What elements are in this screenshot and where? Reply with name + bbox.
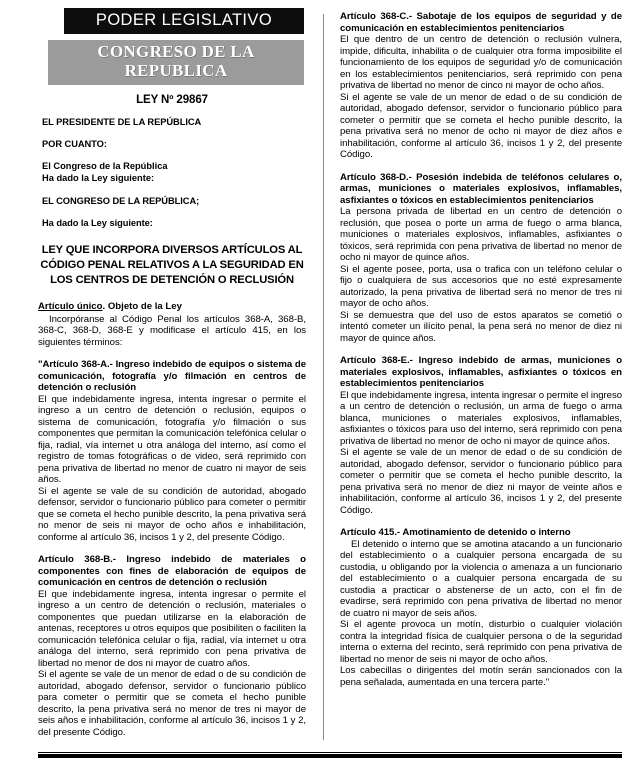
- law-number: LEY Nº 29867: [136, 93, 208, 106]
- ha-dado-line: Ha dado la Ley siguiente:: [42, 218, 153, 229]
- article-368-b-paragraph-1: El que indebidamente ingresa, intenta ingresar o permite el ingreso a un centro de detención o reclusión, materiales o componentes que puedan utilizarse en la elaboración de antenas, receptores u otros equipos que posibiliten o faciliten la comunicación telefónica celular o fija, radial, vía internet u otra análoga del interno, será reprimido con pena privativa de libertad no menor de dos ni mayor de cuatro años.: [38, 588, 306, 669]
- bottom-divider-rule: [38, 754, 622, 758]
- right-column: [338, 6, 622, 776]
- article-368-d-paragraph-1: La persona privada de libertad en un centro de detención o reclusión, que posea o porte un arma de fuego o arma blanca, municiones o materiales explosivos, inflamables, asfixiantes o tóxicos, será reprimida con pena privativa de libertad no menor de ocho ni mayor de quince años.: [340, 206, 622, 263]
- articulo-unico-body: Incorpóranse al Código Penal los artículos 368-A, 368-B, 368-C, 368-D, 368-E y modificase el artículo 415, en los siguientes términos:: [38, 313, 306, 348]
- page-title: LEY QUE INCORPORA DIVERSOS ARTÍCULOS AL CÓDIGO PENAL RELATIVOS A LA SEGURIDAD EN LOS CENTROS DE DETENCIÓN O RECLUSIÓN: [40, 244, 304, 287]
- article-heading-368-c: Artículo 368-C.- Sabotaje de los equipos de seguridad y de comunicación en establecimientos penitenciarios: [340, 11, 622, 34]
- article-415-paragraph-3: Los cabecillas o dirigentes del motín serán sancionados con la pena señalada, aumentada en una tercera parte.": [340, 665, 622, 688]
- por-cuanto-line: POR CUANTO:: [42, 138, 107, 149]
- poder-legislativo-banner: PODER LEGISLATIVO: [64, 8, 304, 34]
- article-368-a-paragraph-1: El que indebidamente ingresa, intenta ingresar o permite el ingreso a un centro de detención o reclusión, equipos o sistema de comunicación, fotografía y/o filmación o sus componentes que permitan la comunicación telefónica celular o fija, radial, vía internet u otra análoga del interno, así como el registro de tomas fotográficas o de video, será reprimido con pena privativa de libertad no menor de cuatro ni mayor de seis años.: [38, 393, 306, 486]
- article-368-d-paragraph-2: Si el agente posee, porta, usa o trafica con un teléfono celular o fijo o cualquiera de sus accesorios que no esté expresamente autorizado, la pena privativa de libertad será no menor de tres ni mayor de ocho años.: [340, 263, 622, 309]
- article-368-b-paragraph-2: Si el agente se vale de un menor de edad o de su condición de autoridad, abogado defensor, servidor o funcionario público para cometer o permitir que se cometa el hecho punible descrito, la pena privativa será no menor de tres ni mayor de seis años e inhabilitación, conforme al artículo 36, incisos 1 y 2, del presente Código.: [38, 669, 306, 738]
- articulo-unico-subject: . Objeto de la Ley: [102, 301, 182, 313]
- article-415-paragraph-2: Si el agente provoca un motín, disturbio o cualquier violación contra la integridad física de cualquier persona o de la seguridad interna o externa del recinto, será reprimido con pena privativa de libertad no menor de seis ni mayor de ocho años.: [340, 619, 622, 665]
- article-368-a-paragraph-2: Si el agente se vale de su condición de autoridad, abogado defensor, servidor o funcionario público para cometer o permitir que se cometa el hecho punible descrito, la pena privativa será no menor de seis ni mayor de ocho años e inhabilitación, conforme al artículo 36, incisos 1 y 2, del presente Código.: [38, 485, 306, 543]
- article-368-c-paragraph-2: Si el agente se vale de un menor de edad o de su condición de autoridad, abogado defensor, servidor o funcionario público para cometer o permitir que se cometa el hecho punible descrito, la pena privativa será no menor de ocho ni mayor de diez años e inhabilitación, conforme al artículo 36, incisos 1 y 2, del presente Código.: [340, 91, 622, 160]
- congress-caps-line: EL CONGRESO DE LA REPÚBLICA;: [42, 195, 200, 206]
- article-heading-415: Artículo 415.- Amotinamiento de detenido o interno: [340, 527, 571, 538]
- column-gutter: [310, 6, 338, 776]
- president-line: EL PRESIDENTE DE LA REPÚBLICA: [42, 116, 202, 127]
- left-column: [38, 6, 310, 776]
- column-divider-rule: [323, 14, 324, 740]
- article-368-d-paragraph-3: Si se demuestra que del uso de estos aparatos se cometió o intentó cometer un ilícito penal, la pena será no menor de diez ni mayor de quince años.: [340, 309, 622, 344]
- congress-line-2: Ha dado la Ley siguiente:: [42, 173, 155, 184]
- article-368-e-paragraph-1: El que indebidamente ingresa, intenta ingresar o permite el ingreso a un centro de detención o reclusión, un arma de fuego o arma blanca, municiones o materiales explosivos, inflamables, asfixiantes o tóxicos para uso del interno, será reprimido con pena privativa de libertad no menor de ocho ni mayor de quince años.: [340, 389, 622, 447]
- article-415-paragraph-1: El detenido o interno que se amotina atacando a un funcionario del establecimiento o a cualquier persona encargada de su custodia, u obligando por la violencia o amenaza a un funcionario del establecimiento o a cualquier persona encargada de su custodia a practicar o abstenerse de un acto, con el fin de evadirse, será reprimido con pena privativa de libertad no menor de cuatro ni mayor de seis años.: [340, 538, 622, 619]
- congreso-republica-banner: CONGRESO DE LA REPUBLICA: [48, 40, 304, 84]
- congress-line-1: El Congreso de la República: [42, 161, 168, 172]
- article-heading-368-b: Artículo 368-B.- Ingreso indebido de materiales o componentes con fines de elaboración de equipos de comunicación en centros de detención o reclusión: [38, 554, 306, 589]
- congress-block: [42, 160, 306, 185]
- article-368-c-paragraph-1: El que dentro de un centro de detención o reclusión vulnera, impide, dificulta, inhabilita o de cualquier otra forma imposibilite el funcionamiento de los equipos de seguridad y/o de comunicación en los establecimientos penitenciarios, será reprimido con pena privativa de libertad no menor de cinco ni mayor de ocho años.: [340, 34, 622, 91]
- articulo-unico-heading: [38, 301, 306, 313]
- article-heading-368-d: Artículo 368-D.- Posesión indebida de teléfonos celulares o, armas, municiones o materiales explosivos, inflamables, asfixiantes o tóxicos en establecimientos penitenciarios: [340, 171, 622, 206]
- articulo-unico-label: Artículo único: [38, 301, 103, 313]
- article-heading-368-e: Artículo 368-E.- Ingreso indebido de armas, municiones o materiales explosivos, inflamables, asfixiantes o tóxicos en establecimientos penitenciarios: [340, 355, 622, 389]
- article-heading-368-a: "Artículo 368-A.- Ingreso indebido de equipos o sistema de comunicación, fotografía y/o filmación en centros de detención o reclusión: [38, 359, 306, 394]
- article-368-e-paragraph-2: Si el agente se vale de un menor de edad o de su condición de autoridad, abogado defensor, servidor o funcionario público para cometer o permitir que se cometa el hecho punible descrito, la pena privativa será no menor de diez ni mayor de veinte años e inhabilitación, conforme al artículo 36, incisos 1 y 2, del presente Código.: [340, 447, 622, 516]
